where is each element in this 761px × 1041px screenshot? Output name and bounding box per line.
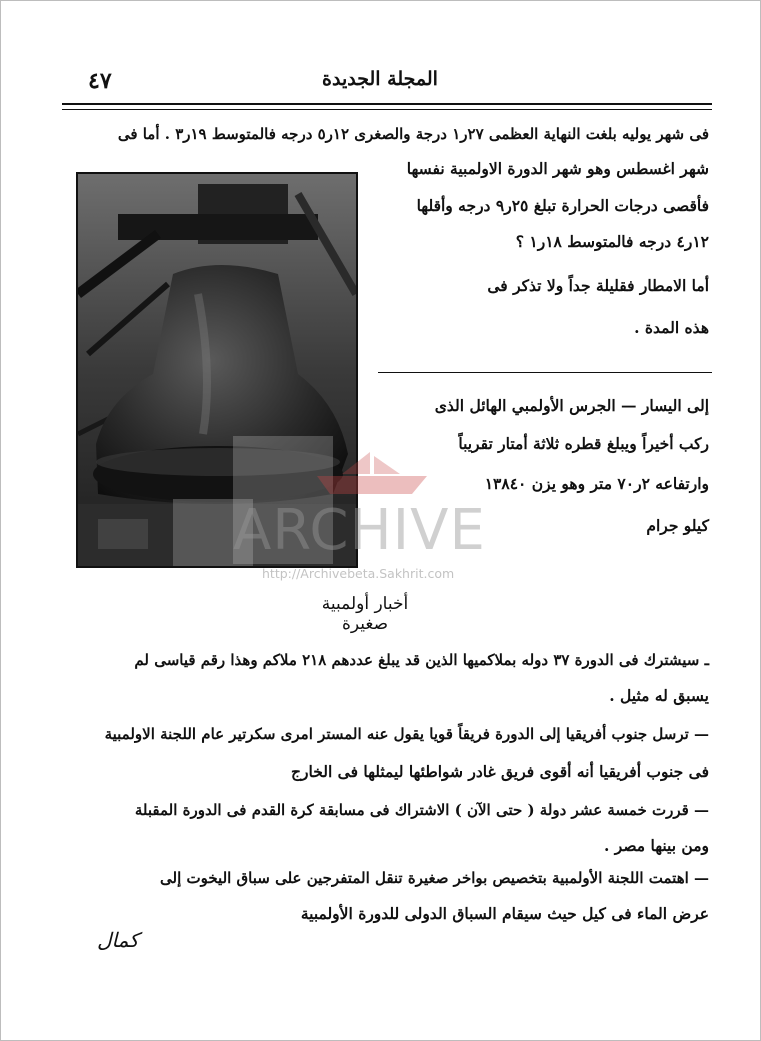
caption-line-1: إلى اليسار — الجرس الأولمبي الهائل الذى (434, 396, 709, 415)
watermark-url: http://Archivebeta.Sakhrit.com (262, 566, 455, 581)
section-heading: أخبار أولمبية صغيرة (321, 594, 409, 634)
climate-line-5: أما الامطار فقليلة جداً ولا تذكر فى (487, 276, 709, 295)
news-line-8: عرض الماء فى كيل حيث سيقام السباق الدولى للدورة الأولمبية (300, 904, 709, 923)
climate-line-2: شهر اغسطس وهو شهر الدورة الاولمبية نفسها (406, 159, 709, 178)
news-line-6: ومن بينها مصر . (603, 836, 709, 855)
header-rule-thin (62, 109, 712, 110)
page-number: ٤٧ (88, 68, 112, 94)
climate-line-6: هذه المدة . (634, 318, 709, 337)
running-title: المجلة الجديدة (322, 68, 438, 90)
watermark-ship-icon (312, 448, 432, 502)
author-signature: كمال (97, 928, 139, 952)
news-line-1: ـ سيشترك فى الدورة ٣٧ دوله بملاكميها الذين قد يبلغ عددهم ٢١٨ ملاكم وهذا رقم قياسى لم (134, 651, 709, 669)
caption-line-3: وارتفاعه ٢ر٧٠ متر وهو يزن ١٣٨٤٠ (484, 474, 709, 493)
climate-line-4: ١٢ر٤ درجه فالمتوسط ١٨ر١ ؟ (515, 232, 709, 251)
news-line-4: فى جنوب أفريقيا أنه أقوى فريق غادر شواطئها ليمثلها فى الخارج (291, 762, 709, 781)
climate-line-1: فى شهر يوليه بلغت النهاية العظمى ٢٧ر١ درجة والصغرى ١٢ر٥ درجه فالمتوسط ١٩ر٣ . أما فى (117, 125, 709, 143)
caption-rule (378, 372, 712, 373)
climate-line-3: فأقصى درجات الحرارة تبلغ ٢٥ر٩ درجه وأقلها (416, 196, 709, 215)
news-line-2: يسبق له مثيل . (609, 686, 709, 705)
caption-line-4: كيلو جرام (646, 516, 709, 535)
news-line-7: — اهتمت اللجنة الأولمبية بتخصيص بواخر صغيرة تنقل المتفرجين على سباق اليخوت إلى (160, 869, 709, 887)
news-line-3: — ترسل جنوب أفريقيا إلى الدورة فريقاً قويا يقول عنه المستر امرى سكرتير عام اللجنة الاولمبية (104, 725, 709, 743)
news-line-5: — قررت خمسة عشر دولة ( حتى الآن ) الاشتراك فى مسابقة كرة القدم فى الدورة المقبلة (134, 801, 709, 819)
header-rule (62, 103, 712, 105)
caption-line-2: ركب أخيراً ويبلغ قطره ثلاثة أمتار تقريباً (458, 434, 709, 453)
watermark-brand: ARCHIVE (233, 498, 486, 563)
